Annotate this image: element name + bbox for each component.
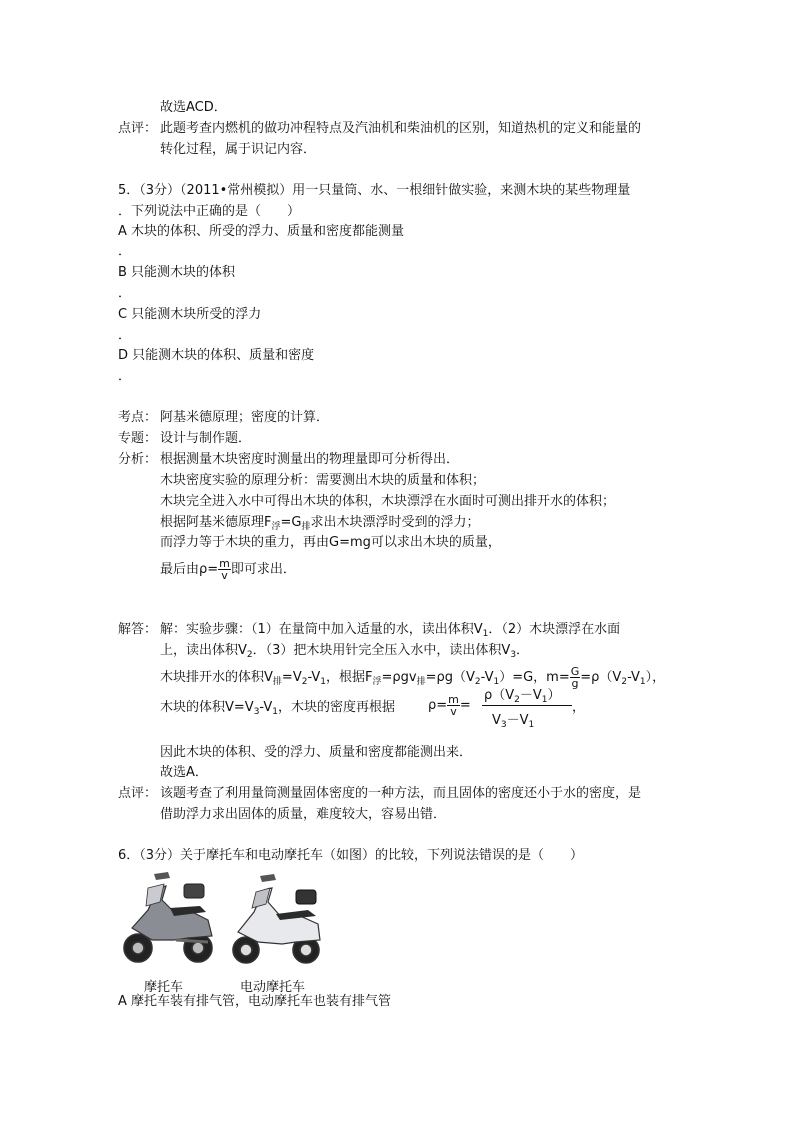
- q5-fenxi-line5: 而浮力等于木块的重力，再由G=mg可以求出木块的质量，: [160, 535, 501, 550]
- q5-option-a: A 木块的体积、所受的浮力、质量和密度都能测量: [118, 224, 405, 239]
- q5-fenxi-line6-fraction: [218, 558, 231, 581]
- q5-jieda-line4-b: -V: [259, 700, 273, 715]
- q5-fenxi-line6-den: v: [221, 569, 228, 582]
- q5-fenxi-line2: 木块密度实验的原理分析：需要测出木块的质量和体积；: [160, 473, 486, 488]
- q5-kaodian-label: 考点：: [118, 410, 158, 425]
- q5-fenxi-line6-a: 最后由ρ=: [160, 562, 219, 577]
- q5-jieda-line3-e: =ρgv: [381, 670, 417, 685]
- q5-jieda-line3-d: ，根据F: [326, 670, 373, 685]
- q5-jieda-line4-vden: v: [450, 705, 457, 718]
- q5-fenxi-line6-num: m: [219, 557, 230, 570]
- caption-motorcycle: 摩托车: [144, 980, 184, 995]
- q5-bignum-sub1: 2: [514, 695, 520, 705]
- q5-fenxi-line1: 根据测量木块密度时测量出的物理量即可分析得出．: [160, 452, 460, 467]
- electric-motorcycle-image: [226, 866, 326, 970]
- q5-option-b-dot: ．: [118, 286, 132, 301]
- q5-bigden-sub1: 3: [500, 720, 507, 730]
- q5-zhuanti: 设计与制作题．: [160, 431, 252, 446]
- q5-jieda-line4-eq: =: [459, 698, 471, 713]
- q5-pingping-label: 点评：: [118, 786, 158, 801]
- q5-fenxi-line6: [160, 558, 296, 582]
- q5-jieda-line4-a: 木块的体积V=V: [160, 700, 254, 715]
- q5-fenxi-line4: [160, 515, 480, 535]
- q5-jieda-line1-a: 解：实验步骤：（1）在量筒中加入适量的水，读出体积V: [160, 622, 483, 637]
- q5-bignum-sub2: 1: [541, 695, 548, 705]
- q5-stem-line1: 5．（3分）（2011•常州模拟）用一只量筒、水、一根细针做实验，来测木块的某些物理量: [118, 183, 631, 198]
- q5-jieda-line4-c: ，木块的密度再根据: [277, 700, 395, 715]
- motorcycle-image: [118, 866, 218, 970]
- q5-option-c: C 只能测木块所受的浮力: [118, 307, 262, 322]
- q4-choose: 故选ACD．: [160, 100, 227, 115]
- q5-fenxi-line3: 木块完全进入水中可得出木块的体积，木块漂浮在水面时可测出排开水的体积；: [160, 494, 616, 509]
- q5-option-c-dot: ．: [118, 328, 132, 343]
- q5-jieda-line3-g: -V: [480, 670, 494, 685]
- q5-jieda-line3-sub5: 排: [416, 677, 426, 687]
- q5-jieda-line6: 故选A．: [160, 765, 208, 780]
- q5-fenxi-line4-b: =G: [280, 515, 302, 530]
- q5-jieda-line4-sub2: 1: [272, 707, 278, 717]
- q5-option-a-dot: ．: [118, 244, 132, 259]
- q5-jieda-line4: [160, 700, 395, 720]
- q5-jieda-line3: [160, 666, 665, 694]
- q5-jieda-label: 解答：: [118, 622, 158, 637]
- q5-jieda-line3-a: 木块排开水的体积V: [160, 670, 273, 685]
- q5-fenxi-line4-a: 根据阿基米德原理F: [160, 515, 272, 530]
- q5-jieda-line1-b: ．（2）木块漂浮在水面: [488, 622, 621, 637]
- q5-pingping-line2: 借助浮力求出固体的质量，难度较大，容易出错．: [160, 807, 447, 822]
- q5-jieda-line4-formula: [428, 694, 471, 718]
- q5-jieda-line1-sub: 1: [482, 629, 489, 639]
- q5-option-d: D 只能测木块的体积、质量和密度: [118, 348, 315, 363]
- q5-jieda-line3-j: -V: [627, 670, 640, 685]
- q5-fenxi-line4-sub2: 排: [301, 522, 311, 532]
- q5-jieda-line4-mnum: m: [448, 693, 459, 706]
- q5-jieda-line4-rho: ρ=: [428, 698, 448, 713]
- q4-comment-label: 点评：: [118, 121, 158, 136]
- q5-jieda-line3-den: g: [571, 677, 579, 690]
- q5-kaodian: 阿基米德原理；密度的计算．: [160, 410, 330, 425]
- q5-jieda-line1: [160, 622, 620, 642]
- q5-jieda-line3-sub7: 1: [493, 677, 500, 687]
- q5-jieda-line3-i: =ρ（V: [580, 670, 622, 685]
- q5-bignum-c: ）: [547, 688, 561, 703]
- q5-jieda-line2-sub: 2: [246, 650, 253, 660]
- q5-jieda-line2-b: ．（3）把木块用针完全压入水中，读出体积V: [252, 643, 511, 658]
- q5-fenxi-line4-c: 求出木块漂浮时受到的浮力；: [310, 515, 480, 530]
- q5-jieda-line2-a: 上，读出体积V: [160, 643, 247, 658]
- q5-jieda-line3-k: ），: [645, 670, 666, 685]
- q5-jieda-line3-b: =V: [281, 670, 302, 685]
- q5-jieda-line3-sub8: 2: [621, 677, 628, 687]
- q5-fenxi-label: 分析：: [118, 452, 158, 467]
- q6-option-a: A 摩托车装有排气管，电动摩托车也装有排气管: [118, 994, 392, 1009]
- q5-bigfraction-bar: [482, 705, 572, 706]
- q5-jieda-line3-sub9: 1: [639, 677, 646, 687]
- q5-fenxi-line6-b: 即可求出．: [230, 562, 296, 577]
- q5-jieda-line4-bigden: [492, 709, 534, 730]
- caption-electric-motorcycle: 电动摩托车: [240, 980, 306, 995]
- q5-jieda-line4-sub1: 3: [253, 707, 260, 717]
- q5-jieda-line4-bignum: [484, 684, 561, 705]
- q5-jieda-line4-end: ，: [572, 700, 586, 715]
- q5-jieda-line4-bigfraction: [482, 684, 574, 728]
- q5-jieda-line3-sub6: 2: [474, 677, 481, 687]
- q5-option-b: B 只能测木块的体积: [118, 265, 236, 280]
- q5-pingping-line1: 该题考查了利用量筒测量固体密度的一种方法，而且固体的密度还小于水的密度，是: [160, 786, 642, 801]
- q5-jieda-line3-h: ）=G，m=: [499, 670, 570, 685]
- q5-bigden-b: －V: [506, 713, 529, 728]
- q5-jieda-line3-sub1: 排: [272, 677, 282, 687]
- q5-jieda-line3-sub3: 1: [320, 677, 327, 687]
- q5-bignum-b: －V: [519, 688, 542, 703]
- q5-jieda-line4-fraction-small: [447, 694, 460, 717]
- q5-stem-line2: ．下列说法中正确的是（ ）: [118, 204, 301, 219]
- q5-jieda-line3-c: -V: [307, 670, 321, 685]
- q5-bignum-a: ρ（V: [484, 688, 515, 703]
- q5-jieda-line2-c: ．: [516, 643, 530, 658]
- q5-bigden-a: V: [492, 713, 501, 728]
- q5-jieda-line2-sub2: 3: [510, 650, 517, 660]
- q5-jieda-line3-num: G: [570, 665, 580, 678]
- q5-option-d-dot: ．: [118, 369, 132, 384]
- q4-comment-line2: 转化过程，属于识记内容．: [160, 142, 317, 157]
- q5-jieda-line3-f: =ρg（V: [425, 670, 475, 685]
- q5-jieda-line5: 因此木块的体积、受的浮力、质量和密度都能测出来．: [160, 745, 473, 760]
- q4-comment-line1: 此题考查内燃机的做功冲程特点及汽油机和柴油机的区别，知道热机的定义和能量的: [160, 121, 642, 136]
- q5-jieda-line2: [160, 643, 529, 663]
- q5-bigden-sub2: 1: [528, 720, 535, 730]
- q5-jieda-line3-sub2: 2: [301, 677, 308, 687]
- q5-jieda-line3-sub4: 浮: [372, 677, 382, 687]
- q5-zhuanti-label: 专题：: [118, 431, 158, 446]
- q5-fenxi-line4-sub1: 浮: [271, 522, 281, 532]
- q6-stem: 6．（3分）关于摩托车和电动摩托车（如图）的比较，下列说法错误的是（ ）: [118, 848, 584, 863]
